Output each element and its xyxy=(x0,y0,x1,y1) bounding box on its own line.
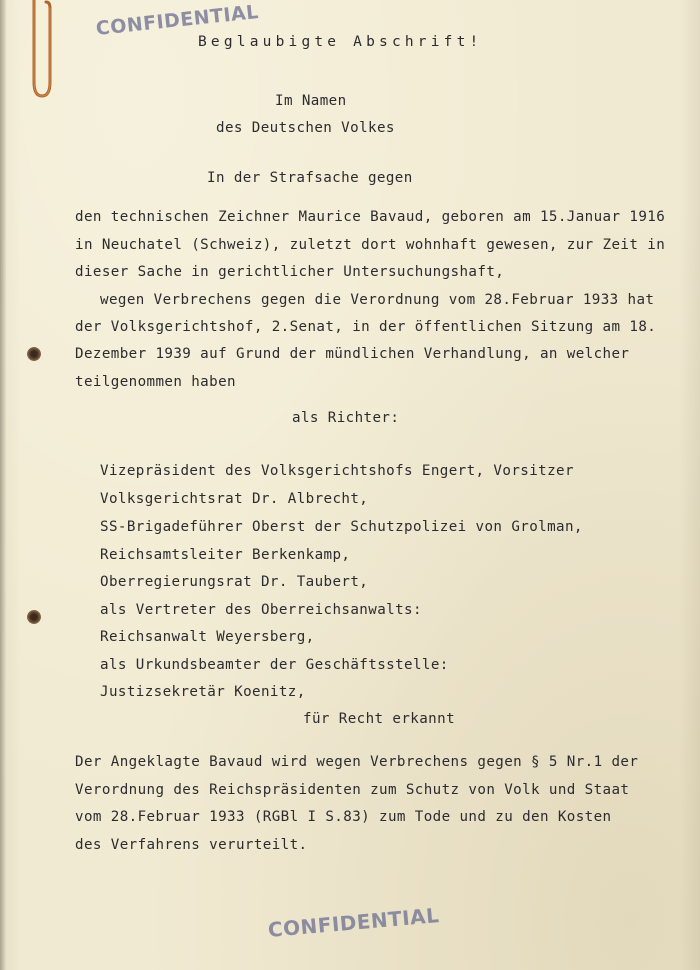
confidential-stamp: CONFIDENTIAL xyxy=(266,903,441,942)
intro-line: Dezember 1939 auf Grund der mündlichen Verhandlung, an welcher xyxy=(75,346,630,362)
court-member: als Vertreter des Oberreichsanwalts: xyxy=(100,602,422,618)
intro-line: den technischen Zeichner Maurice Bavaud, geboren am 15.Januar 1916 xyxy=(75,209,666,225)
court-member: Justizsekretär Koenitz, xyxy=(100,684,306,700)
court-member: Reichsamtsleiter Berkenkamp, xyxy=(100,547,351,563)
verdict-line: vom 28.Februar 1933 (RGBl I S.83) zum Tode und zu den Kosten xyxy=(75,809,612,825)
court-member: Vizepräsident des Volksgerichtshofs Engert, Vorsitzer xyxy=(100,463,574,479)
intro-line: wegen Verbrechens gegen die Verordnung vom 28.Februar 1933 hat xyxy=(100,292,655,308)
heading-strafsache: In der Strafsache gegen xyxy=(207,170,413,186)
paperclip-icon xyxy=(20,0,60,100)
verdict-line: Der Angeklagte Bavaud wird wegen Verbrechens gegen § 5 Nr.1 der xyxy=(75,754,639,770)
intro-line: der Volksgerichtshof, 2.Senat, in der öffentlichen Sitzung am 18. xyxy=(75,319,657,335)
court-member: SS-Brigadeführer Oberst der Schutzpolizei von Grolman, xyxy=(100,519,583,535)
intro-line: dieser Sache in gerichtlicher Untersuchungshaft, xyxy=(75,264,505,280)
document-title: Beglaubigte Abschrift! xyxy=(198,34,483,50)
punch-hole xyxy=(27,610,41,624)
court-member: Volksgerichtsrat Dr. Albrecht, xyxy=(100,491,369,507)
court-member: Reichsanwalt Weyersberg, xyxy=(100,629,315,645)
page-edge-shadow xyxy=(0,0,6,970)
punch-hole xyxy=(27,347,41,361)
heading-volk: des Deutschen Volkes xyxy=(216,120,395,136)
intro-line: teilgenommen haben xyxy=(75,374,236,390)
court-member: als Urkundsbeamter der Geschäftsstelle: xyxy=(100,657,449,673)
court-member: Oberregierungsrat Dr. Taubert, xyxy=(100,574,369,590)
verdict-line: des Verfahrens verurteilt. xyxy=(75,837,308,853)
verdict-line: Verordnung des Reichspräsidenten zum Schutz von Volk und Staat xyxy=(75,782,630,798)
verdict-heading: für Recht erkannt xyxy=(303,711,456,727)
judges-heading: als Richter: xyxy=(292,410,400,426)
heading-im-namen: Im Namen xyxy=(275,93,347,109)
intro-line: in Neuchatel (Schweiz), zuletzt dort wohnhaft gewesen, zur Zeit in xyxy=(75,237,666,253)
confidential-stamp: CONFIDENTIAL xyxy=(94,0,260,40)
